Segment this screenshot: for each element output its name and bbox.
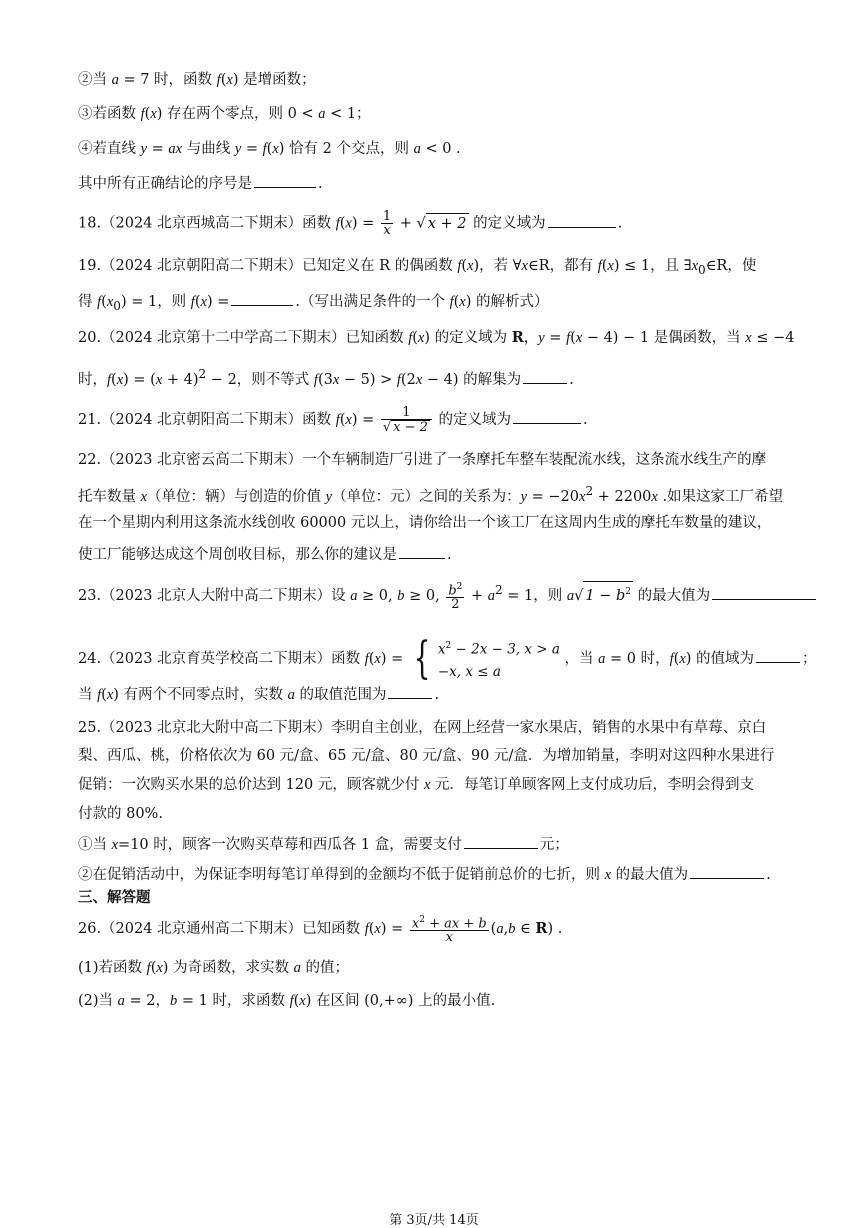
question-26-part-2: (2)当 a = 2，b = 1 时，求函数 f(x) 在区间 (0,+∞) 上的最小值. <box>78 993 496 1009</box>
question-18: 18.（2024 北京西城高二下期末）函数 f(x) = $\frac{1}{x}$ + √ x + 2 的定义域为 . <box>78 209 623 238</box>
question-25-line-2: 梨、西瓜、桃，价格依次为 60 元/盒、65 元/盒、80 元/盒、90 元/盒．为增加销量，李明对这四种水果进行 <box>78 748 775 764</box>
question-25-line-3: 促销：一次购买水果的总价达到 120 元，顾客就少付 x 元．每笔订单顾客网上支付成功后，李明会得到支 <box>78 777 755 793</box>
statement-2: ②当 a = 7 时，函数 f(x) 是增函数； <box>78 72 316 88</box>
question-26-part-1: (1)若函数 f(x) 为奇函数，求实数 a 的值； <box>78 960 350 976</box>
question-26: 26.（2024 北京通州高二下期末）已知函数 f(x) = $\frac{x^2 + ax + b}{x}$ (a,b ∈ R) . <box>78 915 563 946</box>
question-24-line-2: 当 f(x) 有两个不同零点时，实数 a 的取值范围为 . <box>78 684 790 705</box>
question-23: 23.（2023 北京人大附中高二下期末）设 a ≥ 0, b ≥ 0, $\frac{b^2}{2}$ + $a^2 = 1$，则 a√ $1 - b^2$ 的最大值为 <box>78 580 790 611</box>
page-footer: 第 3页/共 14页 <box>389 1213 479 1228</box>
question-25-part-1: ①当 x=10 时，顾客一次购买草莓和西瓜各 1 盒，需要支付 元； <box>78 834 790 855</box>
statement-3: ③若函数 f(x) 存在两个零点，则 0 < a < 1； <box>78 106 371 122</box>
question-19-line-1: 19.（2024 北京朝阳高二下期末）已知定义在 R 的偶函数 f(x)，若 ∀x∈R，都有 f(x) ≤ 1，且 $\exists x_0\in R$，使 <box>78 258 757 277</box>
question-25-line-4: 付款的 80%. <box>78 806 163 822</box>
question-22-line-2: 托车数量 x（单位：辆）与创造的价值 y（单位：元）之间的关系为：$y = -20x^2 + 2200x$ .如果这家工厂希望 <box>78 484 784 505</box>
question-20-line-1: 20.（2024 北京第十二中学高二下期末）已知函数 f(x) 的定义域为 R，y = f(x − 4) − 1 是偶函数，当 x ≤ −4 <box>78 329 795 346</box>
question-21: 21.（2024 北京朝阳高二下期末）函数 f(x) = $\frac{1}{√ x - 2}$ 的定义域为 . <box>78 405 588 435</box>
question-17-prompt: 其中所有正确结论的序号是 . <box>78 173 790 194</box>
question-24-line-1: 24.（2023 北京育英学校高二下期末）函数 f(x) = { $x^2 - 2x - 3$, x > a −x, x ≤ a ，当 a = 0 时，f(x) 的值域为 ； <box>78 632 817 684</box>
question-22-line-1: 22.（2023 北京密云高二下期末）一个车辆制造厂引进了一条摩托车整车装配流水线，这条流水线生产的摩 <box>78 452 767 468</box>
question-22-line-3: 在一个星期内利用这条流水线创收 60000 元以上，请你给出一个该工厂在这周内生成的摩托车数量的建议， <box>78 515 772 531</box>
statement-4: ④若直线 y = ax 与曲线 y = f(x) 恰有 2 个交点，则 a < 0 . <box>78 141 461 157</box>
question-22-line-4: 使工厂能够达成这个周创收目标，那么你的建议是 . <box>78 544 790 565</box>
question-25-line-1: 25.（2023 北京北大附中高二下期末）李明自主创业，在网上经营一家水果店，销售的水果中有草莓、京白 <box>78 720 767 736</box>
question-19-line-2: 得 $f(x_0) = 1$，则 f(x) = .（写出满足条件的一个 f(x) 的解析式） <box>78 291 790 316</box>
section-heading: 三、解答题 <box>78 890 151 906</box>
question-25-part-2: ②在促销活动中，为保证李明每笔订单得到的金额均不低于促销前总价的七折，则 x 的最大值为 . <box>78 864 790 885</box>
question-20-line-2: 时，$f(x) = (x + 4)^2 - 2$，则不等式 f(3x − 5) > f(2x − 4) 的解集为 . <box>78 367 574 388</box>
